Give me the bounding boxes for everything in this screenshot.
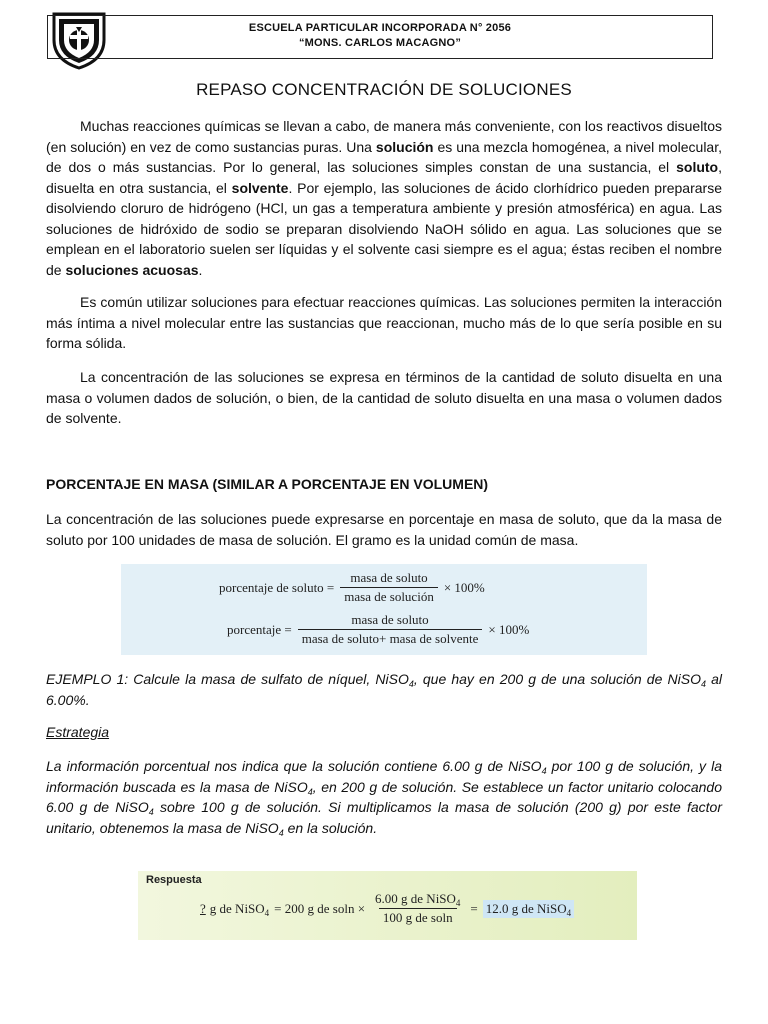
subscript: 4 — [541, 766, 547, 776]
subscript: 4 — [455, 898, 461, 908]
text: 12.0 g de NiSO — [485, 900, 567, 916]
unit-factor-fraction — [371, 891, 464, 926]
text: 6.00 g de NiSO — [375, 891, 456, 906]
text: en la solución. — [283, 819, 378, 836]
subscript: 4 — [264, 907, 270, 918]
text: por 100 g de solución, y la información buscada es la masa de NiSO — [46, 758, 722, 795]
subscript: 4 — [700, 679, 706, 689]
formula-fraction — [298, 612, 483, 647]
answer-mid: = 200 g de soln × — [274, 900, 366, 916]
formula-multiplier: × 100% — [488, 621, 530, 637]
answer-result — [483, 900, 574, 918]
text: Es común utilizar soluciones para efectuar reacciones químicas. Las soluciones permiten la interacción más íntima a nivel molecular entre las sustancias que reaccionan, mucho más de lo que sería posible en su forma sólida. — [46, 294, 722, 351]
text: es una mezcla homogénea, a nivel molecular, de dos o más sustancias. Por lo general, las soluciones simples constan de una sustancia, el — [46, 138, 723, 175]
paragraph-4 — [46, 509, 722, 550]
subscript: 4 — [148, 807, 154, 817]
subscript: 4 — [408, 679, 414, 689]
formula-fraction — [340, 570, 438, 605]
answer-equation — [200, 891, 574, 926]
fraction-denominator: 100 g de soln — [379, 908, 457, 926]
text: Muchas reacciones químicas se llevan a cabo, de manera más conveniente, con los reactivos disueltos (en solución) en vez de como sustancias puras. Una — [46, 118, 722, 155]
text: , en 200 g de solución. Se establece un factor unitario colocando 6.00 g de NiSO — [46, 778, 723, 815]
unknown-marker: ? — [200, 900, 206, 916]
bold-term-soluto: soluto — [676, 159, 719, 175]
equals-sign: = — [470, 900, 478, 916]
fraction-denominator: masa de soluto+ masa de solvente — [298, 629, 483, 647]
fraction-denominator: masa de solución — [340, 587, 438, 605]
fraction-numerator: masa de soluto — [350, 570, 428, 585]
text: g de NiSO — [209, 900, 265, 916]
answer-box — [138, 871, 637, 940]
formula-row-1 — [219, 570, 485, 605]
text: al 6.00%. — [46, 671, 722, 708]
school-name: ESCUELA PARTICULAR INCORPORADA N° 2056 — [248, 22, 512, 34]
example-1 — [46, 669, 722, 710]
text: La concentración de las soluciones se expresa en términos de la cantidad de soluto disuelta en una masa o volumen dados de solución, o bien, de la cantidad de soluto disuelta en una masa o volumen dados de solvente. — [46, 369, 722, 426]
percentage-formula-box — [121, 564, 647, 655]
paragraph-intro — [46, 116, 722, 280]
paragraph-2 — [46, 292, 722, 354]
text: EJEMPLO 1: Calcule la masa de sulfato de níquel, NiSO — [46, 671, 409, 687]
section-heading: PORCENTAJE EN MASA (SIMILAR A PORCENTAJE EN VOLUMEN) — [46, 476, 489, 492]
paragraph-3 — [46, 367, 722, 429]
fraction-numerator: masa de soluto — [351, 612, 429, 627]
subscript: 4 — [566, 907, 572, 918]
subscript: 4 — [307, 786, 313, 797]
text: sobre 100 g de solución. Si multiplicamos la masa de solución (200 g) por este factor unitario, obtenemos la masa de NiSO — [46, 799, 722, 836]
answer-label: Respuesta — [146, 874, 202, 886]
bold-term-solvente: solvente — [231, 179, 289, 196]
school-patron: “MONS. CARLOS MACAGNO” — [298, 37, 462, 49]
strategy-heading: Estrategia — [46, 724, 110, 740]
page-title: REPASO CONCENTRACIÓN DE SOLUCIONES — [196, 80, 572, 99]
answer-lhs — [210, 901, 269, 917]
formula-row-2 — [227, 612, 529, 647]
text: . Por ejemplo, las soluciones de ácido clorhídrico pueden prepararse disolviendo cloruro de hidrógeno (HCl, un gas a temperatura ambiente y presión atmosférica) en agua. Las soluciones de hidróxido de sodio se preparan disolviendo NaOH sólido en agua. Las soluciones que se emplean en el laboratorio suelen ser líquidas y el solvente casi siempre es el agua; éstas reciben el nombre de — [46, 179, 722, 278]
text: La información porcentual nos indica que la solución contiene 6.00 g de NiSO — [46, 758, 542, 774]
strategy-paragraph — [46, 756, 722, 838]
bold-term-soluciones-acuosas: soluciones acuosas — [65, 261, 199, 278]
fraction-numerator — [371, 891, 464, 908]
text: , disuelta en otra sustancia, el — [46, 159, 722, 196]
subscript: 4 — [278, 827, 284, 838]
text: , que hay en 200 g de una solución de NiSO — [413, 671, 701, 687]
bold-term-solucion: solución — [375, 138, 434, 155]
school-header — [47, 15, 713, 59]
formula-lhs: porcentaje = — [227, 621, 292, 637]
formula-lhs: porcentaje de soluto = — [219, 579, 335, 595]
text: . — [198, 261, 203, 278]
text: La concentración de las soluciones puede expresarse en porcentaje en masa de soluto, que da la masa de soluto por 100 unidades de masa de solución. El gramo es la unidad común de masa. — [46, 511, 722, 548]
formula-multiplier: × 100% — [443, 579, 485, 595]
